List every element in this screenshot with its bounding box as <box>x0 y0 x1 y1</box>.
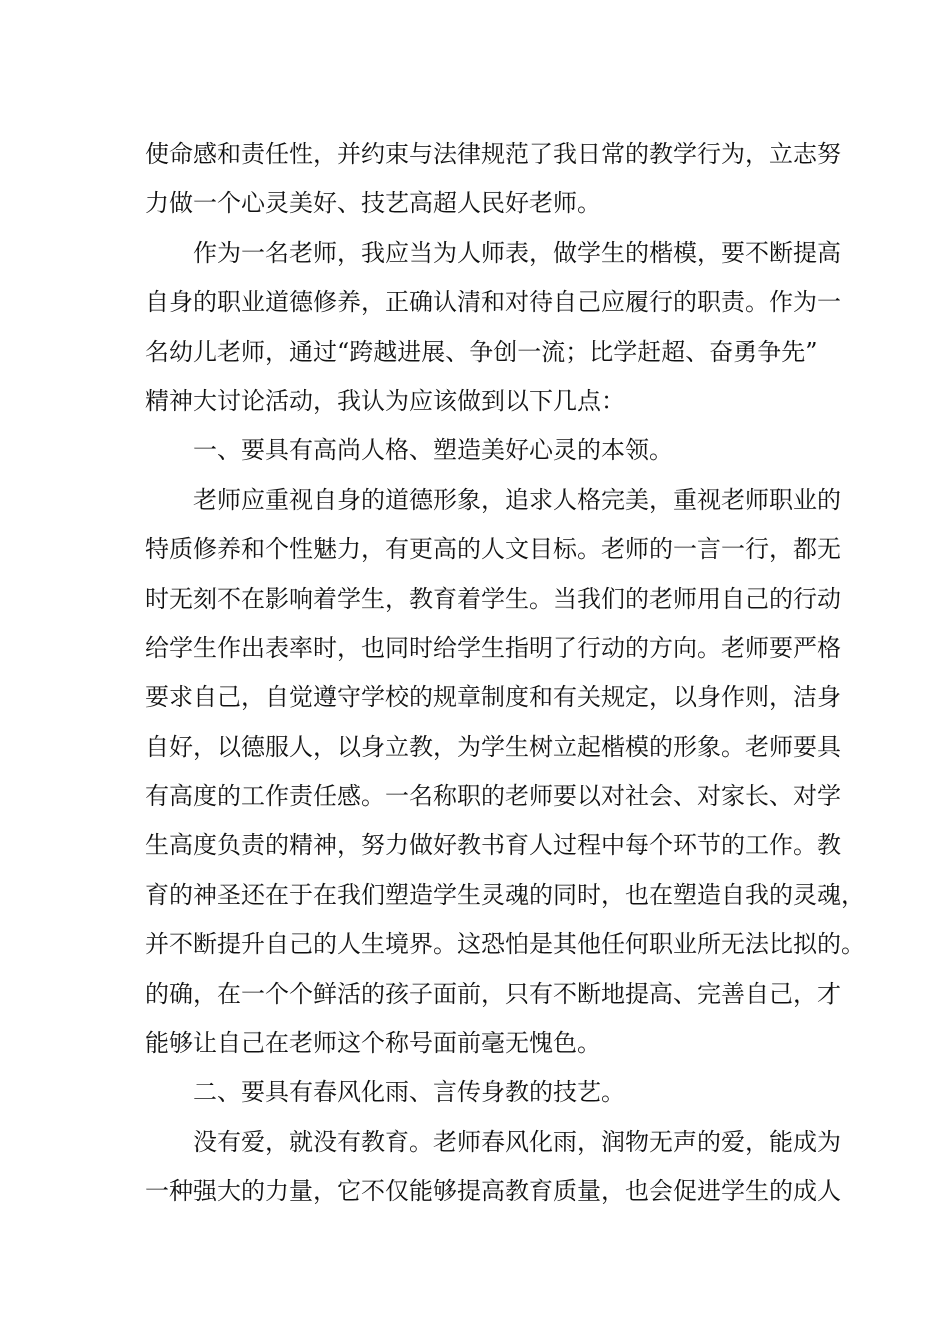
text-line: 一种强大的力量，它不仅能够提高教育质量，也会促进学生的成人 <box>145 1177 841 1206</box>
text-line: 特质修养和个性魅力，有更高的人文目标。老师的一言一行，都无 <box>145 535 841 564</box>
text-line: 自身的职业道德修养，正确认清和对待自己应履行的职责。作为一 <box>145 288 841 317</box>
text-line: 自好，以德服人，以身立教，为学生树立起楷模的形象。老师要具 <box>145 732 841 761</box>
text-line: 并不断提升自己的人生境界。这恐怕是其他任何职业所无法比拟的。 <box>145 930 865 959</box>
text-line: 名幼儿老师，通过“跨越进展、争创一流；比学赶超、奋勇争先” <box>145 337 818 366</box>
text-line: 没有爱，就没有教育。老师春风化雨，润物无声的爱，能成为 <box>193 1127 841 1156</box>
text-line: 要求自己，自觉遵守学校的规章制度和有关规定，以身作则，洁身 <box>145 683 841 712</box>
text-line: 有高度的工作责任感。一名称职的老师要以对社会、对家长、对学 <box>145 782 841 811</box>
text-line: 生高度负责的精神，努力做好教书育人过程中每个环节的工作。教 <box>145 831 841 860</box>
text-line: 时无刻不在影响着学生，教育着学生。当我们的老师用自己的行动 <box>145 584 841 613</box>
text-line: 育的神圣还在于在我们塑造学生灵魂的同时，也在塑造自我的灵魂， <box>145 880 865 909</box>
text-line: 老师应重视自身的道德形象，追求人格完美，重视老师职业的 <box>193 485 841 514</box>
body-text <box>145 130 865 1217</box>
section-heading-2: 二、要具有春风化雨、言传身教的技艺。 <box>193 1078 625 1107</box>
text-line: 力做一个心灵美好、技艺高超人民好老师。 <box>145 189 601 218</box>
text-line: 能够让自己在老师这个称号面前毫无愧色。 <box>145 1029 601 1058</box>
text-line: 给学生作出表率时，也同时给学生指明了行动的方向。老师要严格 <box>145 633 841 662</box>
text-line: 精神大讨论活动，我认为应该做到以下几点： <box>145 386 625 415</box>
text-line: 的确，在一个个鲜活的孩子面前，只有不断地提高、完善自己，才 <box>145 979 841 1008</box>
text-line: 作为一名老师，我应当为人师表，做学生的楷模，要不断提高 <box>193 238 841 267</box>
text-line: 使命感和责任性，并约束与法律规范了我日常的教学行为，立志努 <box>145 140 841 168</box>
section-heading-1: 一、要具有高尚人格、塑造美好心灵的本领。 <box>193 436 673 465</box>
